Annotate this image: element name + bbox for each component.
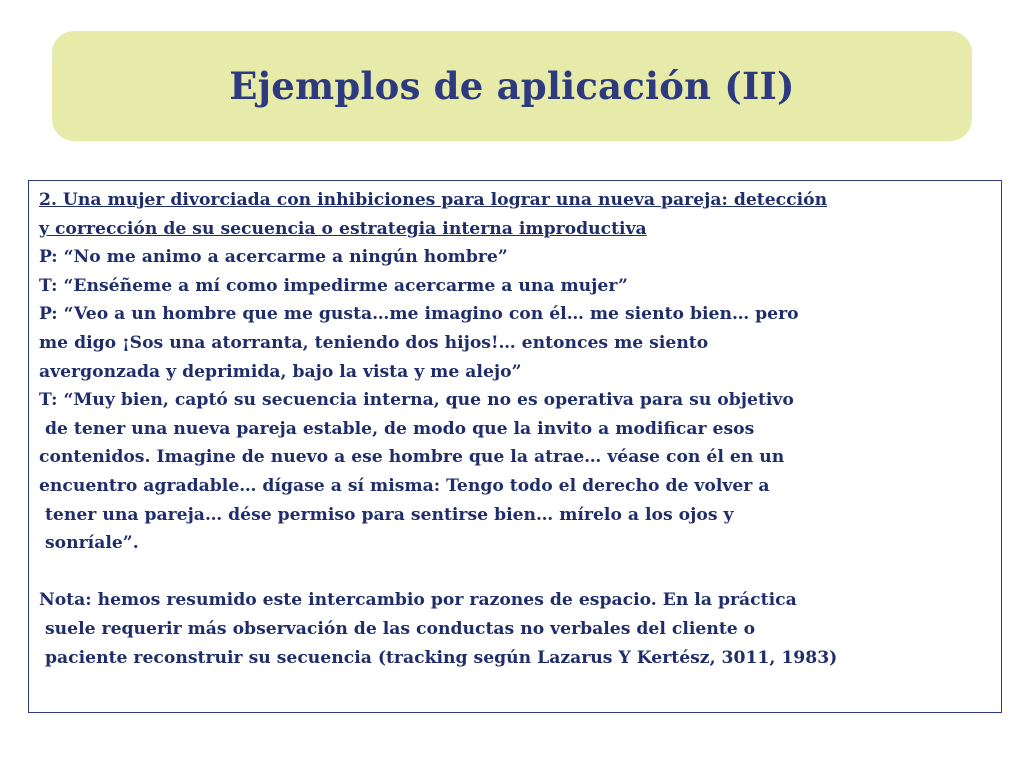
dialogue-line-7: de tener una nueva pareja estable, de modo que la invito a modificar esos <box>39 418 755 439</box>
content-box <box>28 180 1002 713</box>
note-line-1: Nota: hemos resumido este intercambio por razones de espacio. En la práctica <box>39 590 797 611</box>
paragraph-spacer <box>39 558 991 587</box>
dialogue-line-2: T: “Enséñeme a mí como impedirme acercarme a una mujer” <box>39 275 628 296</box>
heading-line-2: y corrección de su secuencia o estrategia interna improductiva <box>39 218 647 239</box>
dialogue-line-9: encuentro agradable… dígase a sí misma: Tengo todo el derecho de volver a <box>39 475 770 496</box>
dialogue-line-10: tener una pareja… dése permiso para sentirse bien… mírelo a los ojos y <box>39 504 734 525</box>
title-banner <box>52 31 972 141</box>
note-line-3: paciente reconstruir su secuencia (tracking según Lazarus Y Kertész, 3011, 1983) <box>39 647 838 668</box>
dialogue-line-5: avergonzada y deprimida, bajo la vista y me alejo” <box>39 361 522 382</box>
dialogue-line-3: P: “Veo a un hombre que me gusta…me imagino con él… me siento bien… pero <box>39 304 799 325</box>
dialogue-line-1: P: “No me animo a acercarme a ningún hombre” <box>39 247 508 268</box>
slide-title: Ejemplos de aplicación (II) <box>229 64 795 108</box>
heading-line-1: 2. Una mujer divorciada con inhibiciones para lograr una nueva pareja: detección <box>39 190 828 210</box>
dialogue-line-4: me digo ¡Sos una atorranta, teniendo dos hijos!… entonces me siento <box>39 332 709 353</box>
dialogue-line-11: sonríale”. <box>39 533 139 554</box>
dialogue-line-8: contenidos. Imagine de nuevo a ese hombre que la atrae… véase con él en un <box>39 447 785 468</box>
note-line-2: suele requerir más observación de las conductas no verbales del cliente o <box>39 618 756 639</box>
dialogue-line-6: T: “Muy bien, captó su secuencia interna, que no es operativa para su objetivo <box>39 390 794 411</box>
